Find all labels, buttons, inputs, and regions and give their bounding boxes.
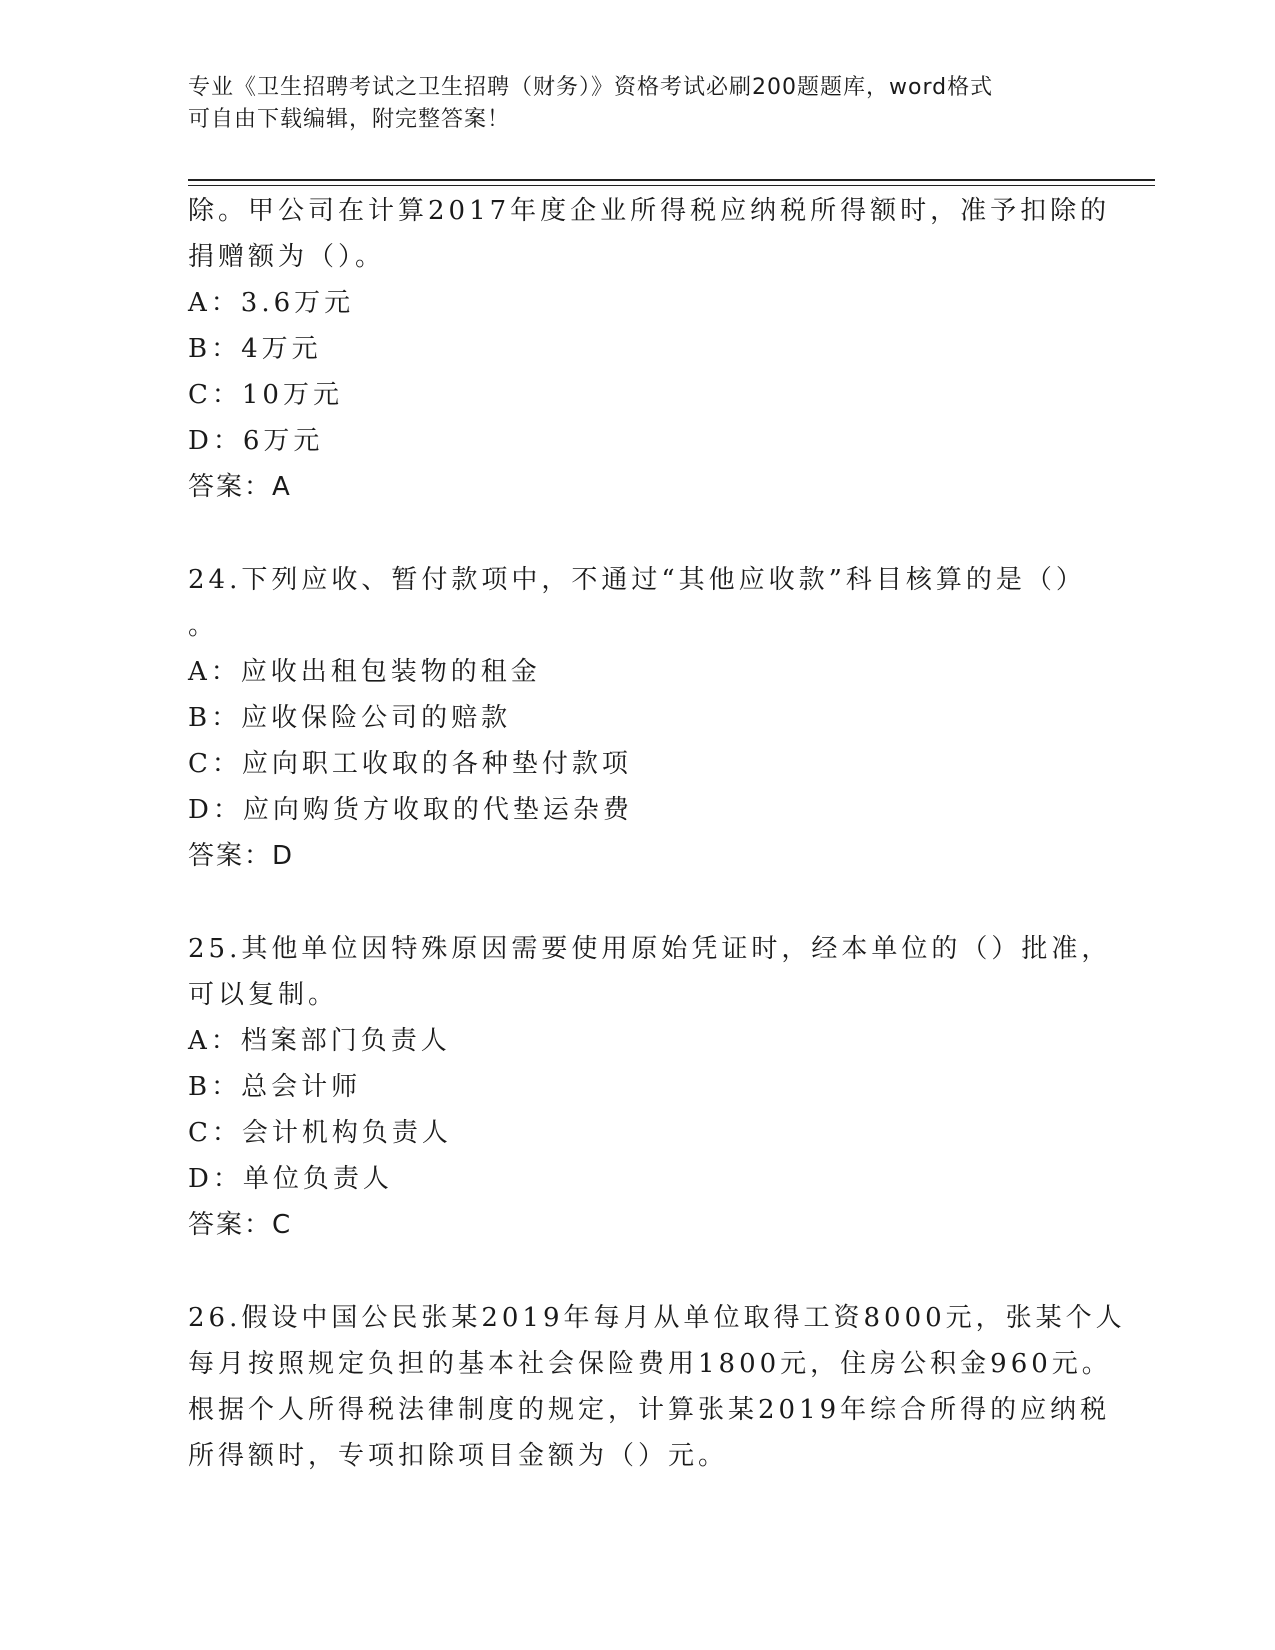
option-c: C：10万元 [188,380,343,410]
answer-line: 答案：A [188,472,292,502]
question-24 [188,557,1088,879]
question-text-line: 24.下列应收、暂付款项中，不通过“其他应收款”科目核算的是（） [188,565,1086,595]
option-a: A：档案部门负责人 [188,1026,451,1056]
option-a: A：应收出租包装物的租金 [188,657,541,687]
document-body [188,188,1126,1479]
option-b: B：总会计师 [188,1072,362,1102]
question-text-line: 每月按照规定负担的基本社会保险费用1800元，住房公积金960元。 [188,1349,1112,1379]
header-divider [188,179,1155,181]
question-text-line: 26.假设中国公民张某2019年每月从单位取得工资8000元，张某个人 [188,1303,1126,1333]
header-divider-thin [188,185,1155,186]
question-text-line: 。 [188,611,219,641]
question-text-line: 25.其他单位因特殊原因需要使用原始凭证时，经本单位的（）批准， [188,934,1112,964]
answer-line: 答案：C [188,1210,293,1240]
question-text-line: 根据个人所得税法律制度的规定，计算张某2019年综合所得的应纳税 [188,1395,1111,1425]
question-text-line: 可以复制。 [188,980,339,1010]
option-c: C：会计机构负责人 [188,1118,452,1148]
header-line-1: 专业《卫生招聘考试之卫生招聘（财务）》资格考试必刷200题题库，word格式 [188,75,994,100]
option-d: D：6万元 [188,426,324,456]
option-b: B：应收保险公司的赔款 [188,703,512,733]
question-text-line: 捐赠额为（）。 [188,242,386,272]
question-26 [188,1295,1126,1479]
question-25 [188,926,1112,1248]
question-continuation [188,188,1111,510]
question-text-line: 除。甲公司在计算2017年度企业所得税应纳税所得额时，准予扣除的 [188,196,1111,226]
option-d: D：应向购货方收取的代垫运杂费 [188,795,633,825]
document-header [188,72,1088,136]
option-c: C：应向职工收取的各种垫付款项 [188,749,632,779]
question-text-line: 所得额时，专项扣除项目金额为（）元。 [188,1441,729,1471]
header-line-2: 可自由下载编辑，附完整答案！ [188,107,511,132]
option-d: D：单位负责人 [188,1164,393,1194]
answer-line: 答案：D [188,841,295,871]
option-a: A：3.6万元 [188,288,355,318]
option-b: B：4万元 [188,334,322,364]
